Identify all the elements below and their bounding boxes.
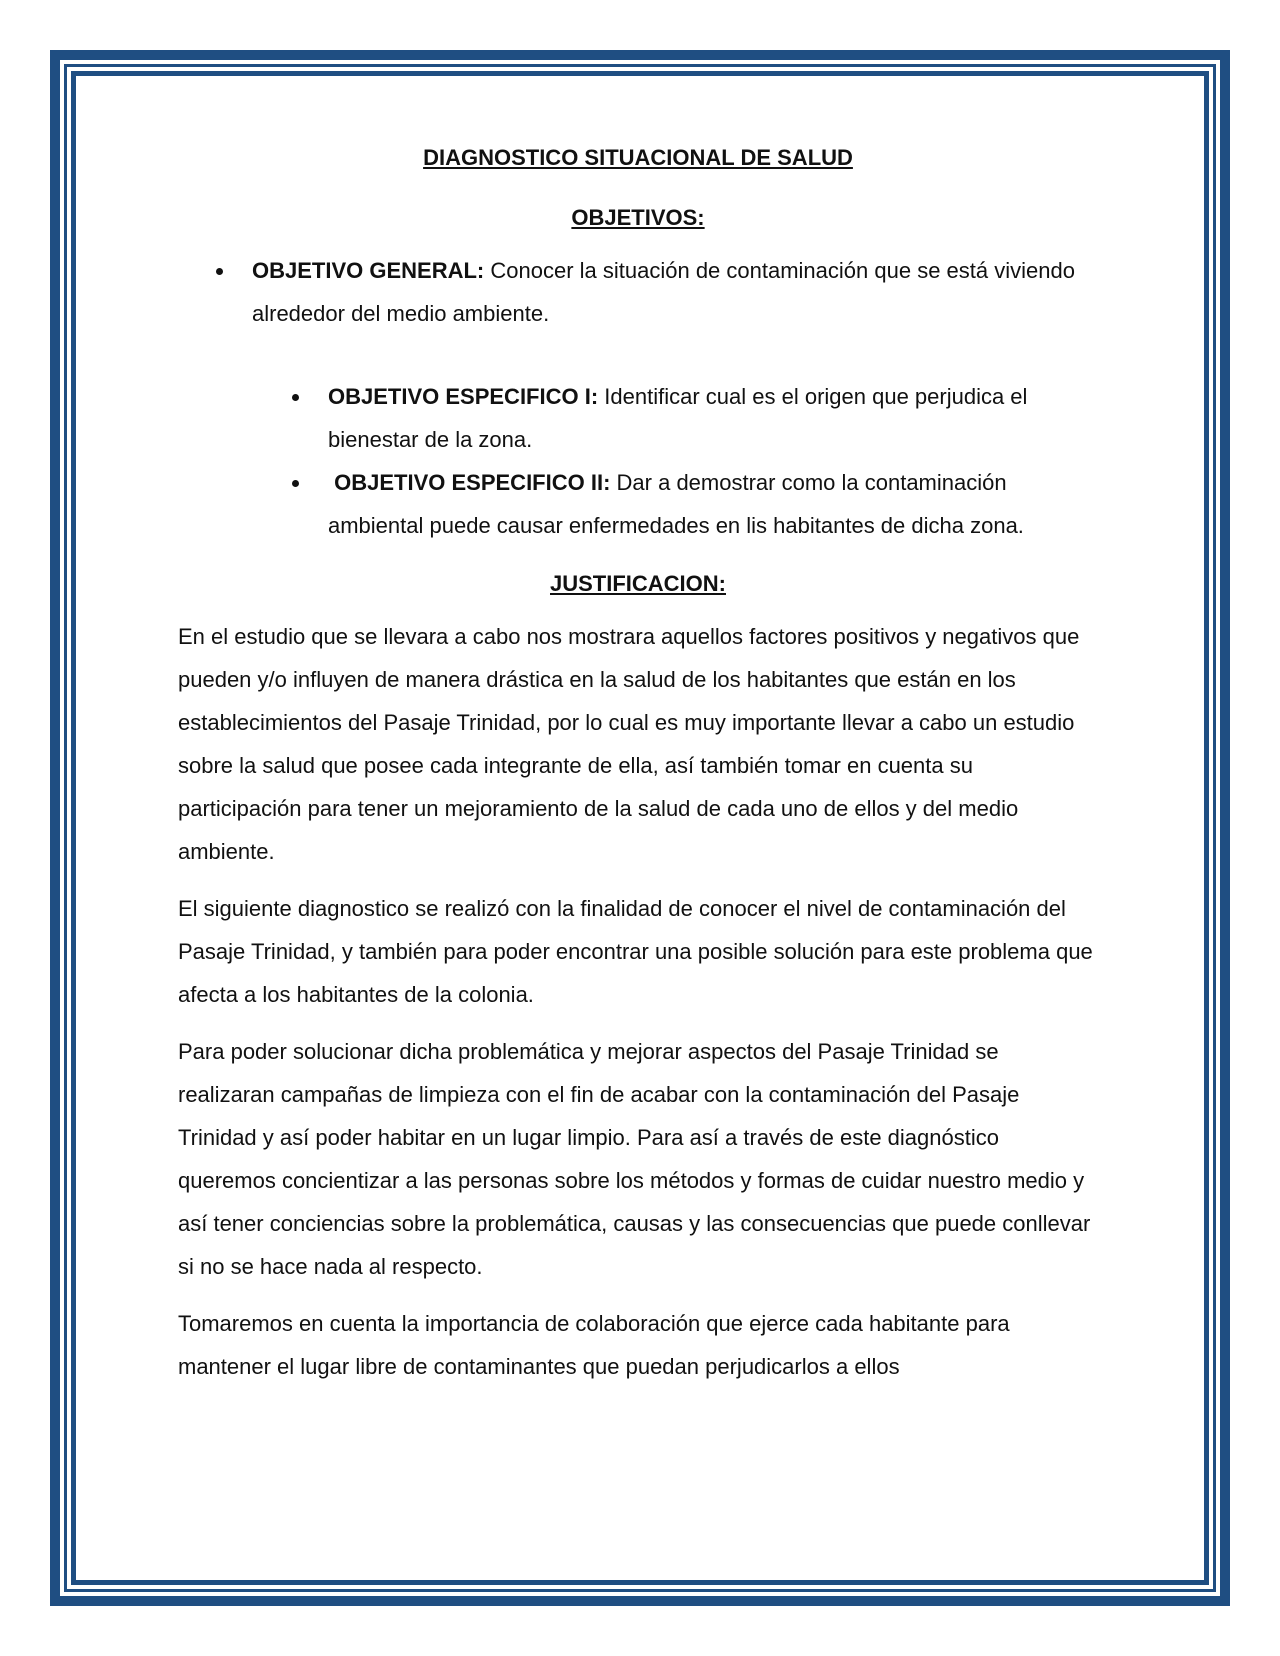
- objetivo-especifico-label: OBJETIVO ESPECIFICO II:: [334, 470, 611, 495]
- justificacion-heading: JUSTIFICACION:: [550, 571, 726, 596]
- document-title: DIAGNOSTICO SITUACIONAL DE SALUD: [423, 145, 853, 170]
- paragraph: Tomaremos en cuenta la importancia de colaboración que ejerce cada habitante para mantener el lugar libre de contaminantes que puedan perjudicarlos a ellos: [178, 1311, 1010, 1379]
- paragraph: El siguiente diagnostico se realizó con la finalidad de conocer el nivel de contaminación del Pasaje Trinidad, y también para poder encontrar una posible solución para este problema que afecta a los habitantes de la colonia.: [178, 896, 1093, 1007]
- objetivo-especifico-text: Identificar cual es el origen que perjudica el bienestar de la zona.: [328, 384, 1028, 452]
- objetivos-especificos-list: [178, 375, 1098, 547]
- objetivo-general-item: [178, 249, 1098, 335]
- bullet-icon: [292, 480, 299, 487]
- document-body: [178, 143, 1098, 1402]
- objetivo-especifico-label: OBJETIVO ESPECIFICO I:: [328, 384, 599, 409]
- objetivos-heading: OBJETIVOS:: [571, 205, 705, 230]
- objetivo-especifico-text: Dar a demostrar como la contaminación ambiental puede causar enfermedades en lis habitantes de dicha zona.: [328, 470, 1024, 538]
- bullet-icon: [216, 268, 223, 275]
- paragraph: En el estudio que se llevara a cabo nos mostrara aquellos factores positivos y negativos que pueden y/o influyen de manera drástica en la salud de los habitantes que están en los establecimientos del Pasaje Trinidad, por lo cual es muy importante llevar a cabo un estudio sobre la salud que posee cada integrante de ella, así también tomar en cuenta su participación para tener un mejoramiento de la salud de cada uno de ellos y del medio ambiente.: [178, 624, 1080, 864]
- paragraph: Para poder solucionar dicha problemática y mejorar aspectos del Pasaje Trinidad se realizaran campañas de limpieza con el fin de acabar con la contaminación del Pasaje Trinidad y así poder habitar en un lugar limpio. Para así a través de este diagnóstico queremos concientizar a las personas sobre los métodos y formas de cuidar nuestro medio y así tener conciencias sobre la problemática, causas y las consecuencias que puede conllevar si no se hace nada al respecto.: [178, 1039, 1091, 1279]
- bullet-icon: [292, 394, 299, 401]
- objetivo-especifico-item: [178, 375, 1098, 461]
- objetivo-general-label: OBJETIVO GENERAL:: [252, 258, 485, 283]
- objetivo-general-list: [178, 249, 1098, 335]
- objetivo-general-text: Conocer la situación de contaminación que se está viviendo alrededor del medio ambiente.: [252, 258, 1075, 326]
- objetivo-especifico-item: [178, 461, 1098, 547]
